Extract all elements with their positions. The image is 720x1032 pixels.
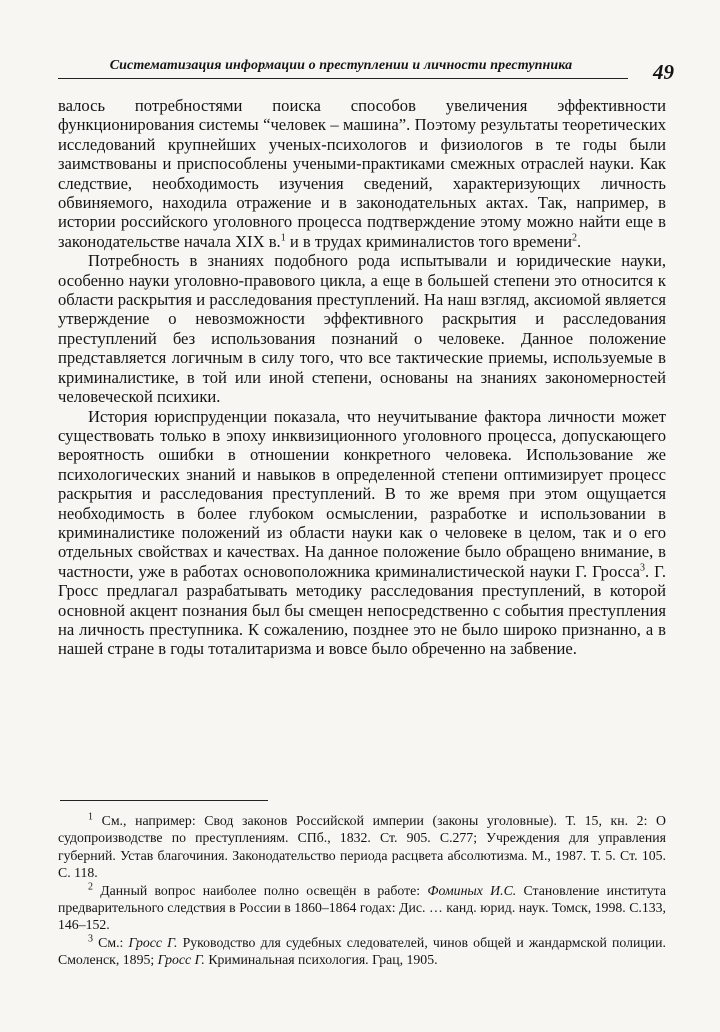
main-text <box>58 96 666 659</box>
footnote-text: Становление института предварительного следствия в России в 1860–1864 годах: Дис. … канд. юрид. наук. Томск, 1998. С.133, 146–152. <box>58 882 666 933</box>
footnote-text: См.: <box>93 934 129 950</box>
footnote-3 <box>58 934 666 969</box>
footnote-ref-2: 2 <box>572 232 578 244</box>
paragraph-1-text: валось потребностями поиска способов увеличения эффективности функционирования системы “человек – машина”. Поэтому результаты теоретических исследований крупнейших ученых-психологов и физиологов в те годы были заимствованы и приспособлены учеными-практиками смежных отраслей науки. Как следствие, необходимость изучения сведений, характеризующих личность обвиняемого, находила отражение и в законодательных актах. Так, например, в истории российского уголовного процесса подтверждение этому можно найти еще в законодательстве начала XIX в. <box>58 96 666 251</box>
paragraph-3-tail: . Г. Гросс предлагал разрабатывать методику расследования преступлений, в которой основной акцент познания был бы смещен непосредственно с события преступления на личность преступника. К сожалению, позднее это не было широко признанно, а в нашей стране в годы тоталитаризма и вовсе было обреченно на забвение. <box>58 561 666 659</box>
footnote-author: Фоминых И.С. <box>427 882 517 898</box>
footnote-author: Гросс Г. <box>157 952 205 968</box>
footnote-2 <box>58 882 666 934</box>
paragraph-3 <box>58 407 666 659</box>
footnote-1 <box>58 812 666 882</box>
running-title: Систематизация информации о преступлении и личности преступника <box>109 58 573 73</box>
header-rule <box>58 78 628 79</box>
footnote-mark: 3 <box>88 933 93 945</box>
footnote-mark: 1 <box>88 811 93 823</box>
paragraph-2-text: Потребность в знаниях подобного рода испытывали и юридические науки, особенно науки уголовно-правового цикла, а еще в большей степени это относится к области раскрытия и расследования преступлений. На наш взгляд, аксиомой является утверждение о невозможности эффективного раскрытия и расследования преступлений без использования познаний о человеке. Данное положение представляется логичным в силу того, что все тактические приемы, используемые в криминалистике, в той или иной степени, основаны на знаниях закономерностей человеческой психики. <box>58 251 666 407</box>
paragraph-1 <box>58 96 666 251</box>
paragraph-3-text: История юриспруденции показала, что неучитывание фактора личности может существовать только в эпоху инквизиционного уголовного процесса, допускающего вероятность ошибки в отношении конкретного человека. Использование же психологических знаний и навыков в определенной степени оптимизирует процесс раскрытия и расследования преступлений. В то же время при этом ощущается необходимость в более глубоком осмыслении, разработке и использовании в криминалистике положений из области науки как о человеке в целом, так и о его отдельных свойствах и качествах. На данное положение было обращено внимание, в частности, уже в работах основоположника криминалистической науки Г. Гросса <box>58 406 666 581</box>
footnote-text: Данный вопрос наиболее полно освещён в работе: <box>93 882 428 898</box>
paragraph-1-tail: и в трудах криминалистов того времени <box>285 231 573 251</box>
footnote-mark: 2 <box>88 881 93 893</box>
footnote-rule <box>60 800 268 801</box>
paragraph-2 <box>58 251 666 406</box>
footnote-text: Руководство для судебных следователей, чинов общей и жандармской полиции. Смоленск, 1895; <box>58 934 667 968</box>
page-number: 49 <box>653 60 674 84</box>
footnotes <box>58 812 666 969</box>
footnote-author: Гросс Г. <box>128 934 178 950</box>
footnote-text: Криминальная психология. Грац, 1905. <box>204 952 438 968</box>
footnote-ref-3: 3 <box>639 562 645 574</box>
footnote-ref-1: 1 <box>280 232 286 244</box>
footnote-text: См., например: Свод законов Российской империи (законы уголовные). Т. 15, кн. 2: О судопроизводстве по преступлениям. СПб., 1832. Ст. 905. С.277; Учреждения для управления губерний. Устав благочиния. Законодательство периода расцвета абсолютизма. М., 1987. Т. 5. Ст. 105. С. 118. <box>58 813 666 881</box>
paragraph-1-end: . <box>577 231 582 251</box>
